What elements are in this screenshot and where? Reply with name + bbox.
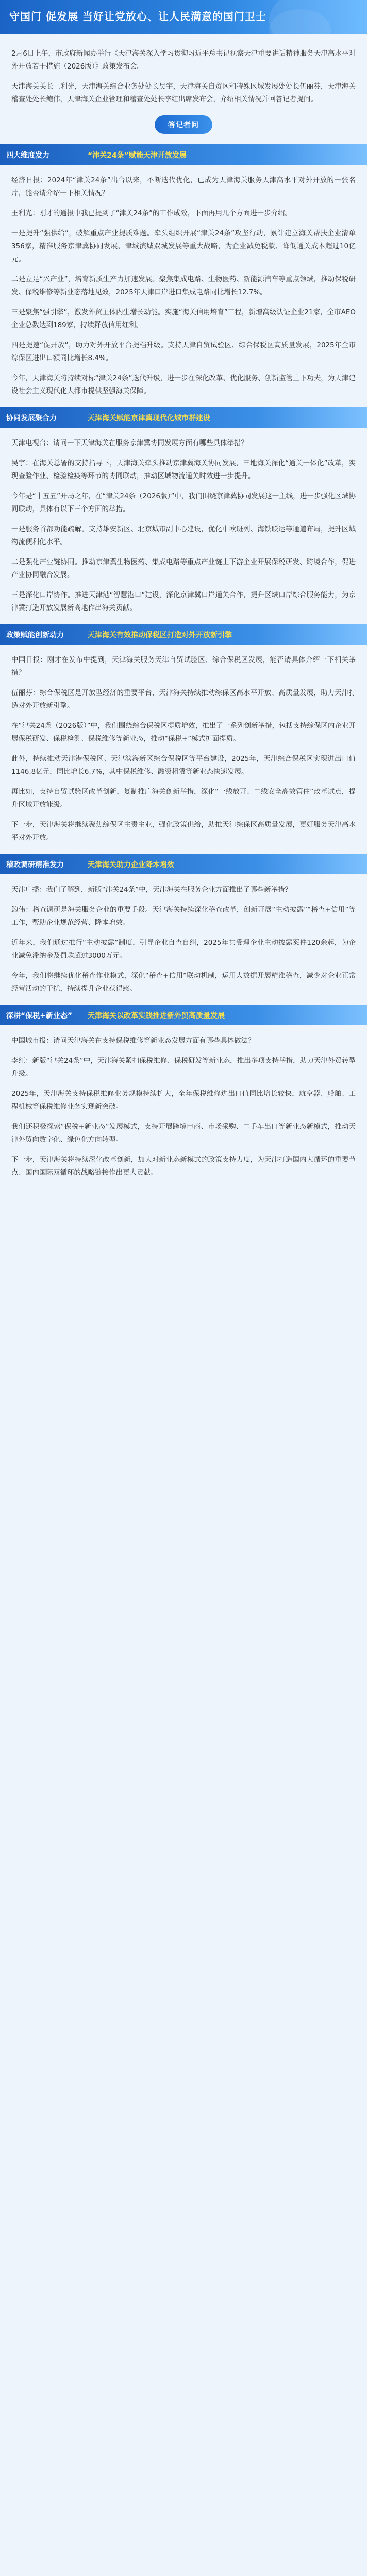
paragraph: 三是聚焦“强引擎”，激发外贸主体内生增长动能。实施“海关信用培育”工程，新增高级认证企业21家，全市AEO企业总数达到189家，持续释放信用红利。 xyxy=(11,308,356,329)
section-lead: 四大维度发力 xyxy=(6,151,49,160)
paragraph: 一是服务首都功能疏解。支持雄安新区、北京城市副中心建设，优化中欧班列、海铁联运等通道布局，提升区域物流便利化水平。 xyxy=(11,525,356,546)
section-lead: 政策赋能创新动力 xyxy=(6,631,64,639)
paragraph: 李红：新版“津关24条”中，天津海关紧扣保税维修、保税研发等新业态，推出多项支持举措，助力天津外贸转型升级。 xyxy=(11,1057,356,1078)
paragraph: 下一步，天津海关将继续聚焦综保区主责主业，强化政策供给，助推天津综保区高质量发展，更好服务天津高水平对外开放。 xyxy=(11,821,356,842)
paragraph: 经济日报：2024年“津关24条”出台以来，不断迭代优化，已成为天津海关服务天津高水平对外开放的一张名片，能否请介绍一下相关情况？ xyxy=(11,176,356,197)
intro-paragraph: 天津海关关长王利光，天津海关综合业务处处长吴宇，天津海关自贸区和特殊区域发展处处长伍丽芬，天津海关稽查处处长鲍伟，天津海关企业管理和稽查处处长李红出席发布会，介绍相关情况并回答记者提问。 xyxy=(11,82,356,104)
section-lead: 协同发展聚合力 xyxy=(6,414,57,422)
paragraph: 再比如，支持自贸试验区改革创新，复制推广海关创新举措，深化“一线放开、二线安全高效管住”改革试点，提升区域开放能级。 xyxy=(11,788,356,809)
section-header xyxy=(0,407,367,428)
paragraph: 伍丽芬：综合保税区是开放型经济的重要平台，天津海关持续推动综保区高水平开放、高质量发展，助力天津打造对外开放新引擎。 xyxy=(11,689,356,710)
paragraph: 一是提升“强供给”，破解重点产业提质难题。牵头组织开展“津关24条”攻坚行动，累计建立海关帮扶企业清单356家，精准服务京津冀协同发展、津城滨城双城发展等重大战略，为企业减免税款、降低通关成本超过10亿元。 xyxy=(11,229,356,263)
paragraph: 我们还积极探索“保税+新业态”发展模式，支持开展跨境电商、市场采购、二手车出口等新业态新模式，推动天津外贸向数字化、绿色化方向转型。 xyxy=(11,1123,356,1144)
section-header xyxy=(0,624,367,645)
section-lead: 稽政调研精准发力 xyxy=(6,861,64,869)
paragraph: 在“津关24条（2026版）”中，我们围绕综合保税区提质增效，推出了一系列创新举措，包括支持综保区内企业开展保税研发、保税检测、保税维修等新业态，推动“保税+”模式扩面提质。 xyxy=(11,722,356,743)
paragraph: 四是提速“促开放”，助力对外开放平台提档升级。支持天津自贸试验区、综合保税区高质量发展，2025年全市综保区进出口额同比增长8.4%。 xyxy=(11,341,356,362)
section-subtitle: 天津海关赋能京津冀现代化城市群建设 xyxy=(88,414,210,422)
section-header xyxy=(0,144,367,165)
paragraph: 天津广播：我们了解到，新版“津关24条”中，天津海关在服务企业方面推出了哪些新举措？ xyxy=(11,886,292,894)
section-subtitle: 天津海关有效推动保税区打造对外开放新引擎 xyxy=(88,631,232,639)
paragraph: 中国日报：刚才在发布中提到，天津海关服务天津自贸试验区、综合保税区发展，能否请具体介绍一下相关举措？ xyxy=(11,656,356,677)
banner-title: 守国门 促发展 当好让党放心、让人民满意的国门卫士 xyxy=(9,10,266,23)
section-subtitle: 天津海关助力企业降本增效 xyxy=(88,861,174,869)
paragraph: 二是立足“兴产业”，培育新质生产力加速发展。聚焦集成电路、生物医药、新能源汽车等重点领域，推动保税研发、保税维修等新业态落地见效，2025年天津口岸进口集成电路同比增长12.7%。 xyxy=(11,275,356,296)
paragraph: 此外，持续推动天津港保税区、天津滨海新区综合保税区等平台建设，2025年，天津综合保税区实现进出口值1146.8亿元，同比增长6.7%，其中保税维修、融资租赁等新业态快速发展。 xyxy=(11,755,356,776)
section-subtitle: “津关24条”赋能天津开放发展 xyxy=(88,151,187,160)
section-subtitle: 天津海关以改革实践推进新外贸高质量发展 xyxy=(88,1012,225,1020)
intro-paragraph: 2月6日上午，市政府新闻办举行《天津海关深入学习贯彻习近平总书记视察天津重要讲话精神服务天津高水平对外开放若干措施（2026版）》政策发布会。 xyxy=(11,49,356,71)
paragraph: 三是深化口岸协作。推进天津港“智慧港口”建设，深化京津冀口岸通关合作，提升区域口岸综合服务能力，为京津冀打造开放发展新高地作出海关贡献。 xyxy=(11,591,356,612)
section-lead: 深耕“保税+新业态” xyxy=(6,1012,73,1020)
paragraph: 鲍伟：稽查调研是海关服务企业的重要手段。天津海关持续深化稽查改革，创新开展“主动披露”“稽查+信用”等工作，帮助企业规范经营、降本增效。 xyxy=(11,906,356,927)
paragraph: 中国城市报：请问天津海关在支持保税维修等新业态发展方面有哪些具体做法？ xyxy=(11,1037,255,1045)
paragraph: 天津电视台：请问一下天津海关在服务京津冀协同发展方面有哪些具体举措？ xyxy=(11,439,248,447)
paragraph: 今年，天津海关将持续对标“津关24条”迭代升级，进一步在深化改革、优化服务、创新监管上下功夫，为天津建设社会主义现代化大都市提供坚强海关保障。 xyxy=(11,374,356,395)
paragraph: 今年，我们将继续优化稽查作业模式，深化“稽查+信用”联动机制，运用大数据开展精准稽查，减少对企业正常经营活动的干扰，持续提升企业获得感。 xyxy=(11,972,356,993)
paragraph: 近年来，我们通过推行“主动披露”制度，引导企业自查自纠，2025年共受理企业主动披露案件120余起，为企业减免滞纳金及罚款超过3000万元。 xyxy=(11,939,356,960)
header-banner xyxy=(0,0,367,34)
article-body xyxy=(0,34,367,1179)
paragraph: 吴宇：在海关总署的支持指导下，天津海关牵头推动京津冀海关协同发展，三地海关深化“通关一体化”改革，实现查验作业、检验检疫等环节的协同联动，推动区域物流通关时效进一步提升。 xyxy=(11,459,356,480)
paragraph: 王利光：刚才的通报中我已提到了“津关24条”的工作成效，下面再用几个方面进一步介绍。 xyxy=(11,209,292,217)
paragraph: 2025年，天津海关支持保税维修业务规模持续扩大，全年保税维修进出口值同比增长较快，航空器、船舶、工程机械等保税维修业务实现新突破。 xyxy=(11,1090,356,1111)
record-pill: 答记者问 xyxy=(155,115,212,134)
section-header xyxy=(0,854,367,874)
paragraph: 二是强化产业链协同。推动京津冀生物医药、集成电路等重点产业链上下游企业开展保税研发、跨境合作，促进产业协同融合发展。 xyxy=(11,558,356,579)
paragraph: 今年是“十五五”开局之年，在“津关24条（2026版）”中，我们围绕京津冀协同发展这一主线，进一步强化区域协同联动，具体有以下三个方面的举措。 xyxy=(11,492,356,513)
section-header xyxy=(0,1005,367,1025)
section-pill xyxy=(11,115,356,134)
paragraph: 下一步，天津海关将持续深化改革创新，加大对新业态新模式的政策支持力度，为天津打造国内大循环的重要节点、国内国际双循环的战略链接作出更大贡献。 xyxy=(11,1156,356,1177)
